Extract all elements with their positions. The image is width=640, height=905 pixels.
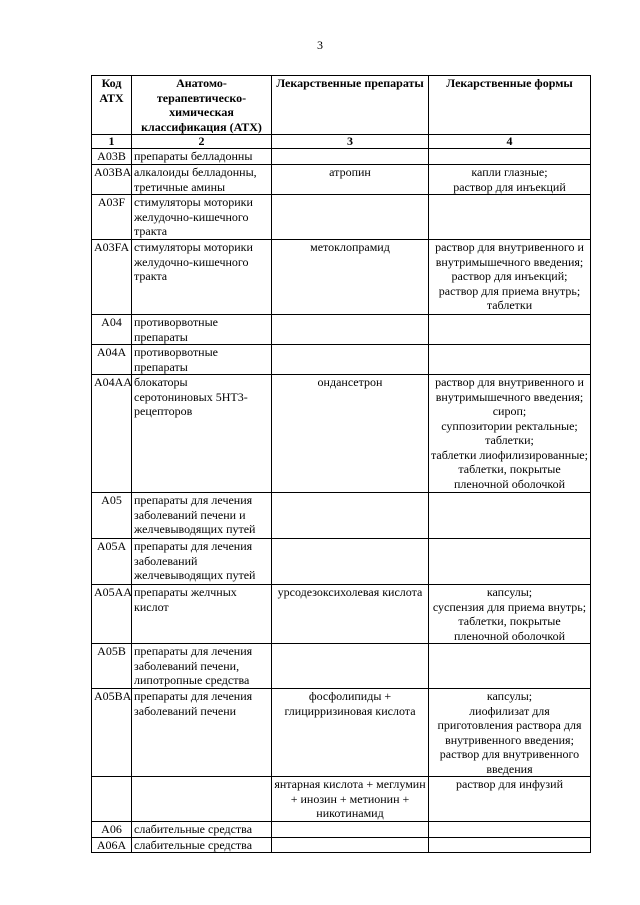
dosage-form-item: капсулы; xyxy=(486,689,533,703)
table-row xyxy=(92,585,591,644)
dosage-form-item: таблетки; xyxy=(485,433,534,447)
dosage-forms xyxy=(429,493,591,539)
atc-code: A03BA xyxy=(92,165,132,195)
table-row xyxy=(92,644,591,689)
atc-code: A05 xyxy=(92,493,132,539)
drug-name xyxy=(272,539,429,585)
drug-name xyxy=(272,837,429,853)
dosage-form-item: таблетки лиофилизированные; xyxy=(431,447,588,462)
header-dosage-forms: Лекарственные формы xyxy=(429,76,591,135)
dosage-form-item: раствор для инъекций; xyxy=(451,269,568,283)
table-row xyxy=(92,240,591,315)
atc-code: A06 xyxy=(92,822,132,838)
table-row xyxy=(92,375,591,493)
drug-name xyxy=(272,149,429,165)
atc-classification-name: слабительные средства xyxy=(132,837,272,853)
atc-classification-name: препараты желчных кислот xyxy=(132,585,272,644)
dosage-forms xyxy=(429,585,591,644)
dosage-forms xyxy=(429,375,591,493)
dosage-forms xyxy=(429,539,591,585)
atc-code: A05A xyxy=(92,539,132,585)
atc-classification-name: препараты белладонны xyxy=(132,149,272,165)
table-body xyxy=(92,135,591,853)
dosage-form-item: таблетки, покрытые пленочной оболочкой xyxy=(453,614,566,643)
dosage-form-item: капсулы; xyxy=(486,585,533,599)
atc-code: A06A xyxy=(92,837,132,853)
atc-classification-name: слабительные средства xyxy=(132,822,272,838)
dosage-forms xyxy=(429,315,591,345)
dosage-form-item: лиофилизат для приготовления раствора для внутривенного введения; xyxy=(437,703,582,747)
table-row xyxy=(92,315,591,345)
dosage-form-item: суппозитории ректальные; xyxy=(441,418,578,433)
column-number: 2 xyxy=(132,135,272,149)
dosage-forms xyxy=(429,345,591,375)
column-number: 1 xyxy=(92,135,132,149)
dosage-forms xyxy=(429,195,591,240)
atc-code: A04AA xyxy=(92,375,132,493)
dosage-form-item: раствор для внутривенного и внутримышечного введения; xyxy=(435,240,584,269)
atc-code: A05AA xyxy=(92,585,132,644)
atc-classification-name: противорвотные препараты xyxy=(132,315,272,345)
drug-name: метоклопрамид xyxy=(272,240,429,315)
dosage-form-item: раствор для внутривенного и внутримышечного введения; xyxy=(435,375,584,404)
drug-name xyxy=(272,345,429,375)
atc-classification-name: стимуляторы моторики желудочно-кишечного тракта xyxy=(132,240,272,315)
atc-classification-name: препараты для лечения заболеваний желчевыводящих путей xyxy=(132,539,272,585)
dosage-form-item: раствор для инфузий xyxy=(456,777,563,791)
atc-code xyxy=(92,777,132,822)
dosage-form-item: сироп; xyxy=(492,404,527,418)
drug-name xyxy=(272,493,429,539)
atc-classification-name: стимуляторы моторики желудочно-кишечного тракта xyxy=(132,195,272,240)
header-atc-classification: Анатомо-терапевтическо-химическая классификация (АТХ) xyxy=(132,76,272,135)
atc-code: A04A xyxy=(92,345,132,375)
column-number: 4 xyxy=(429,135,591,149)
atc-classification-name: противорвотные препараты xyxy=(132,345,272,375)
drug-name: атропин xyxy=(272,165,429,195)
atc-classification-name: препараты для лечения заболеваний печени, липотропные средства xyxy=(132,644,272,689)
dosage-form-item: раствор для приема внутрь; xyxy=(438,283,581,298)
atc-code: A03B xyxy=(92,149,132,165)
atc-classification-name: блокаторы серотониновых 5HT3-рецепторов xyxy=(132,375,272,493)
dosage-forms xyxy=(429,165,591,195)
atc-code: A05B xyxy=(92,644,132,689)
table-row xyxy=(92,149,591,165)
dosage-forms xyxy=(429,822,591,838)
drug-name xyxy=(272,315,429,345)
drug-name xyxy=(272,644,429,689)
table-row xyxy=(92,777,591,822)
dosage-forms xyxy=(429,149,591,165)
dosage-forms xyxy=(429,644,591,689)
atc-code: A03F xyxy=(92,195,132,240)
dosage-form-item: раствор для внутривенного введения xyxy=(439,747,580,776)
dosage-forms xyxy=(429,777,591,822)
table-row xyxy=(92,837,591,853)
table-row xyxy=(92,195,591,240)
drug-name: урсодезоксихолевая кислота xyxy=(272,585,429,644)
atc-code: A05BA xyxy=(92,689,132,777)
drug-name xyxy=(272,195,429,240)
dosage-form-item: таблетки xyxy=(486,298,533,312)
table-row xyxy=(92,689,591,777)
table-row xyxy=(92,493,591,539)
dosage-forms xyxy=(429,689,591,777)
page-number: 3 xyxy=(317,38,323,52)
table-row xyxy=(92,822,591,838)
column-number: 3 xyxy=(272,135,429,149)
dosage-form-item: капли глазные; xyxy=(471,165,548,179)
drug-name: фосфолипиды + глицирризиновая кислота xyxy=(272,689,429,777)
dosage-forms xyxy=(429,837,591,853)
dosage-form-item: таблетки, покрытые пленочной оболочкой xyxy=(453,462,566,491)
drug-name: ондансетрон xyxy=(272,375,429,493)
atc-classification-name xyxy=(132,777,272,822)
table-row xyxy=(92,539,591,585)
atc-code: A04 xyxy=(92,315,132,345)
header-drugs: Лекарственные препараты xyxy=(272,76,429,135)
table-row xyxy=(92,345,591,375)
dosage-form-item: суспензия для приема внутрь; xyxy=(432,599,587,614)
drug-name: янтарная кислота + меглумин + инозин + метионин + никотинамид xyxy=(272,777,429,822)
dosage-forms xyxy=(429,240,591,315)
table-row xyxy=(92,165,591,195)
atc-classification-name: препараты для лечения заболеваний печени xyxy=(132,689,272,777)
atc-drug-table xyxy=(91,75,591,853)
atc-classification-name: алкалоиды белладонны, третичные амины xyxy=(132,165,272,195)
drug-name xyxy=(272,822,429,838)
dosage-form-item: раствор для инъекций xyxy=(453,179,566,194)
atc-code: A03FA xyxy=(92,240,132,315)
atc-classification-name: препараты для лечения заболеваний печени и желчевыводящих путей xyxy=(132,493,272,539)
header-code: Код АТХ xyxy=(92,76,132,135)
